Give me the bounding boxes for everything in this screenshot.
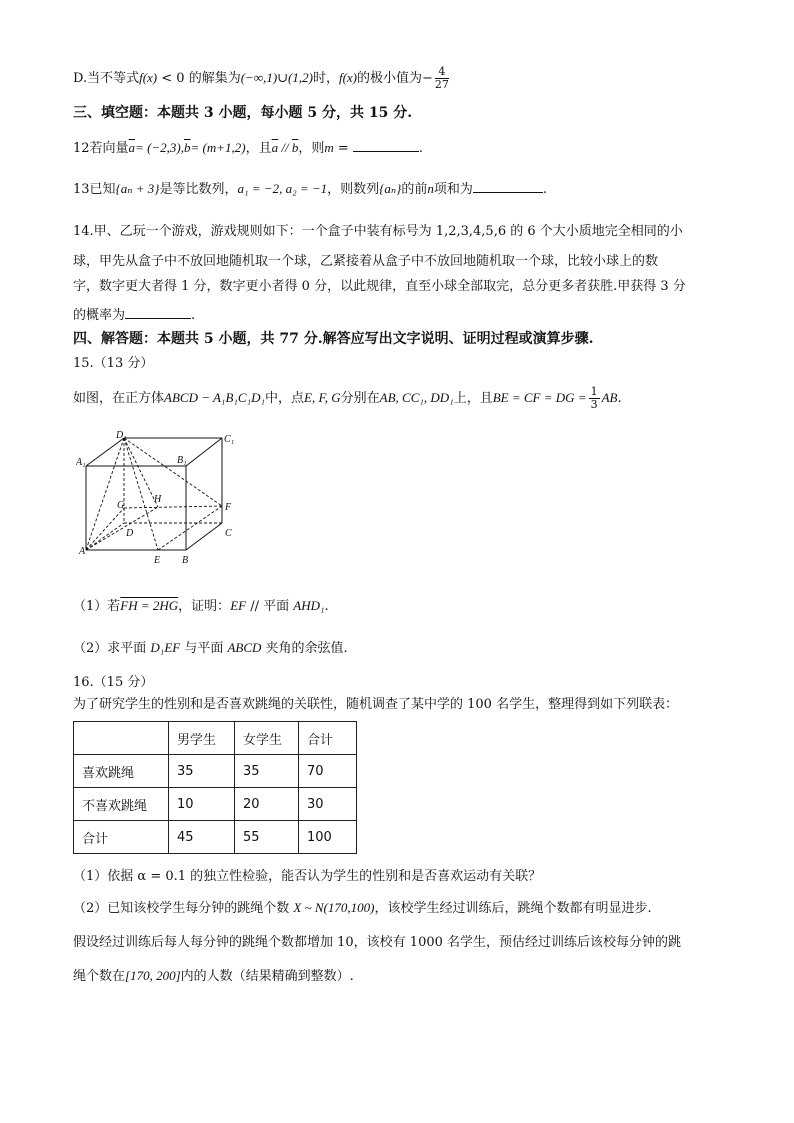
ineq: < 0 的解集为 (157, 71, 241, 86)
table-cell: 男学生 (169, 722, 235, 755)
q13-text4: 的前 (401, 182, 428, 197)
points: E, F, G (304, 390, 341, 405)
table-row (74, 821, 357, 854)
table-cell: 合计 (299, 722, 357, 755)
frac-num: 1 (590, 385, 598, 398)
seg-ef (158, 506, 222, 550)
q15-part2 (73, 639, 348, 658)
table-cell: 30 (299, 788, 357, 821)
seg-d1f (124, 438, 222, 506)
label-a: A (79, 546, 86, 557)
label-f: F (225, 502, 232, 513)
q13-end: . (542, 182, 548, 197)
vec-a: $\overline{a}$ (128, 140, 136, 155)
vec-a2: $\overline{a}$ (271, 140, 279, 155)
part2-line3-a: 绳个数在 (73, 969, 126, 984)
seq1: {aₙ + 3} (115, 181, 160, 196)
q12-text2: ，且 (245, 141, 272, 156)
answer-blank-13[interactable] (473, 180, 543, 193)
frac-num: 4 (435, 66, 449, 79)
suffix: 的极小值为− (357, 71, 433, 86)
q16-part2-line3 (73, 967, 354, 986)
plane-ahd1: AHD₁ (293, 598, 325, 613)
q14-line3: 字，数字更大者得 1 分，数字更小者得 0 分，以此规律，直至小球全部取完，总分更多者获胜.甲获得 3 分 (73, 279, 686, 294)
table-cell: 45 (169, 821, 235, 854)
seg-ah (86, 507, 158, 550)
part1-b: ，证明： (178, 599, 231, 614)
option-d-prefix: D.当不等式 (73, 71, 140, 86)
q15-text1: 如图，在正方体 (73, 391, 165, 406)
seg-gf (124, 506, 222, 508)
edge-ad (86, 523, 124, 550)
table-cell: 合计 (74, 821, 169, 854)
q15-text2: 中，点 (265, 391, 305, 406)
label-d: D (126, 528, 134, 539)
q15-part1 (73, 597, 329, 616)
distribution: X ~ N(170,100) (293, 900, 375, 915)
q14-line1: 14.甲、乙玩一个游戏，游戏规则如下：一个盒子中装有标号为 1,2,3,4,5,6 的 6 个大小质地完全相同的小 (73, 224, 683, 239)
q15-text3: 分别在 (340, 391, 380, 406)
q12-end: . (418, 141, 424, 156)
question-12 (73, 139, 423, 158)
q13-text1: 13已知 (73, 182, 116, 197)
table-cell: 55 (235, 821, 299, 854)
section3-heading: 三、填空题：本题共 3 小题，每小题 5 分，共 15 分. (73, 105, 413, 121)
seq2: {aₙ} (379, 181, 402, 196)
table-cell: 20 (235, 788, 299, 821)
cube: ABCD − A₁B₁C₁D₁ (164, 390, 266, 405)
label-a1: A₁ (76, 457, 86, 468)
part1-c: // 平面 (246, 599, 294, 614)
q12-text3: ，则 (298, 141, 325, 156)
table-header-row (74, 722, 357, 755)
q12-eq1: = (−2,3), (135, 140, 184, 155)
cube-figure (76, 428, 236, 578)
var-n: n (427, 181, 434, 196)
label-c1: C₁ (224, 434, 235, 445)
fx: f(x) (139, 70, 158, 85)
fraction-third (589, 386, 600, 411)
q15-stem (73, 386, 622, 411)
q16-part1: （1）依据 α = 0.1 的独立性检验，能否认为学生的性别和是否喜欢运动有关联？ (73, 869, 542, 884)
label-b1: B₁ (177, 455, 187, 466)
part2-b: 与平面 (180, 641, 228, 656)
fx2: f(x) (338, 70, 358, 85)
table-cell: 35 (169, 755, 235, 788)
frac-den: 3 (590, 398, 598, 411)
vec-b: $\overline{b}$ (184, 140, 191, 155)
table-row (74, 755, 357, 788)
q13-text2: 是等比数列， (159, 182, 238, 197)
q13-text5: 项和为 (433, 182, 473, 197)
label-b: B (182, 555, 189, 566)
interval: [170, 200] (125, 968, 181, 983)
label-g: G (117, 500, 125, 511)
seg-ag (86, 508, 124, 550)
ef: EF (230, 598, 247, 613)
table-cell: 喜欢跳绳 (74, 755, 169, 788)
q14-line4-text: 的概率为 (73, 308, 126, 323)
q16-part2-line2: 假设经过训练后每人每分钟的跳绳个数都增加 10，该校有 1000 名学生，预估经过训练后该校每分钟的跳 (73, 935, 682, 950)
part1-a: （1）若 (73, 599, 121, 614)
seg-d1h (124, 438, 158, 507)
option-d (73, 66, 451, 91)
vector-eq: FH = 2HG (120, 598, 179, 613)
q15-number: 15.（13 分） (73, 356, 154, 371)
var-m: m (324, 140, 334, 155)
edge-b1c1 (186, 438, 222, 466)
part2-a: （2）求平面 (73, 641, 151, 656)
q16-part2-line1 (73, 899, 652, 918)
contingency-table (73, 721, 357, 854)
q14-end: . (191, 308, 196, 323)
table-row (74, 788, 357, 821)
part1-end: . (324, 599, 329, 614)
q15-text4: 上，且 (453, 391, 493, 406)
q12-text4: = (333, 141, 353, 156)
label-d1: D₁ (116, 430, 127, 441)
q16-intro: 为了研究学生的性别和是否喜欢跳绳的关联性，随机调查了某中学的 100 名学生，整理得到如下列联表： (73, 697, 679, 712)
vec-b2: $\overline{b}$ (291, 140, 299, 155)
question-13 (73, 180, 547, 199)
mid: 时， (312, 71, 339, 86)
table-cell: 70 (299, 755, 357, 788)
part2-text-a: （2）已知该校学生每分钟的跳绳个数 (73, 901, 294, 916)
interval: (−∞,1)∪(1,2) (240, 70, 313, 85)
answer-blank-12[interactable] (353, 139, 419, 152)
fraction (435, 66, 449, 91)
table-cell: 35 (235, 755, 299, 788)
answer-blank-14[interactable] (125, 306, 191, 319)
part2-text-b: ，该校学生经过训练后，跳绳个数都有明显进步. (374, 901, 652, 916)
label-e: E (154, 555, 161, 566)
label-h: H (154, 494, 162, 505)
table-cell: 女学生 (235, 722, 299, 755)
a-values: a₁ = −2, a₂ = −1 (237, 181, 328, 196)
ab: AB (601, 390, 618, 405)
part2-line3-b: 内的人数（结果精确到整数）. (180, 969, 354, 984)
q12-text1: 12若向量 (73, 141, 129, 156)
q14-line4 (73, 306, 195, 325)
section4-heading: 四、解答题：本题共 5 小题，共 77 分.解答应写出文字说明、证明过程或演算步骤. (73, 331, 594, 347)
seg-d1a (86, 438, 124, 550)
equality: BE = CF = DG = (492, 390, 587, 405)
table-cell: 不喜欢跳绳 (74, 788, 169, 821)
edge-a1d1 (86, 438, 124, 466)
q15-end: . (617, 391, 622, 406)
q14-line2: 球，甲先从盒子中不放回地随机取一个球，乙紧接着从盒子中不放回地随机取一个球，比较小球上的数 (73, 254, 659, 269)
table-cell: 10 (169, 788, 235, 821)
table-cell (74, 722, 169, 755)
plane-d1ef: D₁EF (150, 640, 181, 655)
frac-den: 27 (434, 78, 449, 91)
table-cell: 100 (299, 821, 357, 854)
q13-text3: ，则数列 (327, 182, 380, 197)
parallel: // (278, 140, 292, 155)
plane-abcd: ABCD (227, 640, 262, 655)
label-c: C (225, 528, 232, 539)
q12-eq2: = (m+1,2) (190, 140, 246, 155)
q16-number: 16.（15 分） (73, 675, 154, 690)
part2-c: 夹角的余弦值. (261, 641, 348, 656)
edges: AB, CC₁, DD₁ (379, 390, 454, 405)
